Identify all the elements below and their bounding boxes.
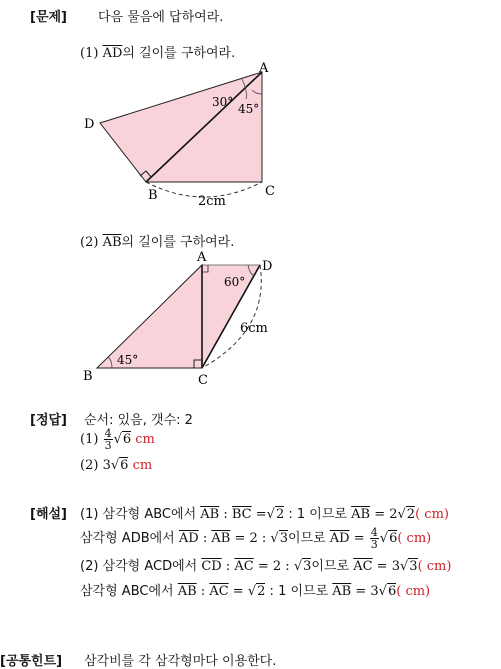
figure-1-label-d: D <box>84 117 95 132</box>
solution-line-1-root: 2 <box>275 507 285 522</box>
solution-line-2-fraction <box>370 527 379 550</box>
figure-2-label-d: D <box>262 259 273 274</box>
solution-line-3-colon: : <box>221 559 235 574</box>
figure-2-angle-60: 60° <box>224 275 246 289</box>
solution-line-1-colon: : <box>219 507 232 522</box>
figure-2-label-b: B <box>83 369 93 384</box>
solution-line-2-mid: 이므로 <box>287 531 330 546</box>
solution-line-1-seg-ab2: $\overline{AB}$ <box>351 507 371 522</box>
solution-line-3: (2) 삼각형 ACD에서 $\overline{CD}$ : $\overline{AC} = 2$ : √3이므로 $\overline{AC} = 3√3$( cm) <box>80 559 452 574</box>
solution-line-4-root2: 6 <box>387 584 397 599</box>
figure-2-label-a: A <box>197 250 207 265</box>
answer-1-radicand: 6 <box>122 432 132 447</box>
solution-line-2-colon: : <box>198 531 212 546</box>
solution-line-3-eq: = 3 <box>372 559 400 574</box>
figure-2-label-c: C <box>198 373 208 388</box>
question-2 <box>80 231 234 250</box>
figure-2-fill-abc <box>97 265 202 368</box>
solution-line-4-root: 2 <box>257 584 266 599</box>
solution-line-4-mid: : 1 이므로 <box>265 584 333 599</box>
figure-1-angle-30: 30° <box>212 95 234 109</box>
figure-1-label-c: C <box>265 184 275 199</box>
solution-line-3-seg-ac: $\overline{AC}$ <box>234 559 254 574</box>
solution-line-4-eq: = <box>228 584 248 599</box>
solution-line-3-intro: (2) 삼각형 ACD에서 <box>80 559 202 574</box>
question-2-number: (2) <box>80 235 99 250</box>
figure-2-length: 6cm <box>240 321 268 336</box>
problem-label: [문제] <box>30 10 67 25</box>
figure-1-fill <box>100 72 262 182</box>
solution-line-1-seg-bc: $\overline{BC}$ <box>231 507 252 522</box>
answer-1: (1) $\frac{4}{3}$ √6 cm <box>80 427 155 452</box>
solution-line-2-eq: = <box>349 531 369 546</box>
answer-1-number: (1) <box>80 432 99 447</box>
solution-line-2: 삼각형 ADB에서 $\overline{AD}$ : $\overline{AB} = 2$ : √3이므로 $\overline{AD}$ = $\frac{4}{3}$ √6( cm) <box>80 526 432 551</box>
solution-line-2-seg-ad2: $\overline{AD}$ <box>329 531 350 546</box>
answer-label: [정답] <box>30 413 67 428</box>
answer-2-unit: cm <box>132 458 153 473</box>
question-1-number: (1) <box>80 46 99 61</box>
solution-line-4-seg-ac: $\overline{AC}$ <box>209 584 229 599</box>
question-2-text: 의 길이를 구하여라. <box>121 235 235 250</box>
solution-line-2-root2: 6 <box>389 531 398 546</box>
question-1-segment: $\overline{AD}$ <box>102 46 123 61</box>
solution-line-2-denominator: 3 <box>370 538 378 551</box>
solution-line-3-mid: 이므로 <box>311 559 354 574</box>
hint-text: 삼각비를 각 삼각형마다 이용한다. <box>84 654 277 669</box>
solution-line-2-intro: 삼각형 ADB에서 <box>80 531 179 546</box>
solution-line-3-root: 3 <box>303 559 312 574</box>
figure-1-angle-45: 45° <box>238 102 260 116</box>
solution-line-3-seg-cd: $\overline{CD}$ <box>201 559 222 574</box>
answer-meta: 순서: 있음, 갯수: 2 <box>84 413 193 428</box>
figure-1-label-a: A <box>259 61 269 76</box>
solution-line-1-root2: 2 <box>406 507 416 522</box>
figure-1-label-b: B <box>148 188 158 203</box>
solution-line-3-root2: 3 <box>409 559 418 574</box>
question-2-segment: $\overline{AB}$ <box>102 235 122 250</box>
hint-label: [공통힌트] <box>0 654 63 669</box>
solution-line-4-seg-ab: $\overline{AB}$ <box>177 584 197 599</box>
solution-line-2-unit: ( cm) <box>397 531 432 546</box>
solution-line-4-result: = 3 <box>351 584 379 599</box>
solution-line-4-intro: 삼각형 ABC에서 <box>80 584 178 599</box>
solution-line-4-seg-ab2: $\overline{AB}$ <box>332 584 352 599</box>
solution-line-1-result: = 2 <box>370 507 398 522</box>
solution-line-2-root: 3 <box>279 531 288 546</box>
solution-line-1-unit: ( cm) <box>415 507 449 522</box>
answer-2-radicand: 6 <box>120 458 129 473</box>
solution-line-1-eq: = <box>251 507 267 522</box>
solution-line-3-seg-ac2: $\overline{AC}$ <box>353 559 373 574</box>
question-1-text: 의 길이를 구하여라. <box>122 46 236 61</box>
solution-line-1: (1) 삼각형 ABC에서 $\overline{AB}$ : $\overline{BC} =√2$ : 1 이므로 $\overline{AB} = 2√2$( cm) <box>80 507 449 522</box>
solution-line-4: 삼각형 ABC에서 $\overline{AB}$ : $\overline{AC} = √2$ : 1 이므로 $\overline{AB} = 3√6$( cm) <box>80 584 431 599</box>
solution-line-1-seg-ab: $\overline{AB}$ <box>200 507 220 522</box>
solution-label: [해설] <box>30 507 67 522</box>
answer-2-coefficient: 3 <box>102 458 111 473</box>
solution-line-4-unit: ( cm) <box>396 584 431 599</box>
solution-line-1-mid: : 1 이므로 <box>284 507 352 522</box>
solution-line-4-colon: : <box>196 584 210 599</box>
solution-line-3-unit: ( cm) <box>417 559 452 574</box>
solution-line-2-seg-ab: $\overline{AB}$ <box>211 531 231 546</box>
answer-2-number: (2) <box>80 458 99 473</box>
figure-1-shape <box>100 72 262 197</box>
solution-line-2-seg-ad: $\overline{AD}$ <box>178 531 199 546</box>
answer-1-numerator: 4 <box>104 427 112 440</box>
answer-1-fraction <box>104 428 113 451</box>
solution-line-2-numerator: 4 <box>370 526 378 539</box>
solution-line-3-ratio: = 2 : <box>253 559 294 574</box>
figure-1-length: 2cm <box>198 194 226 209</box>
solution-line-1-intro: (1) 삼각형 ABC에서 <box>80 507 197 522</box>
answer-1-denominator: 3 <box>104 439 112 452</box>
answer-2: (2) 3√6 cm <box>80 458 153 473</box>
solution-line-2-ratio: = 2 : <box>230 531 271 546</box>
figure-2-angle-45: 45° <box>117 353 139 367</box>
problem-instruction: 다음 물음에 답하여라. <box>98 10 224 25</box>
answer-1-unit: cm <box>135 432 155 447</box>
